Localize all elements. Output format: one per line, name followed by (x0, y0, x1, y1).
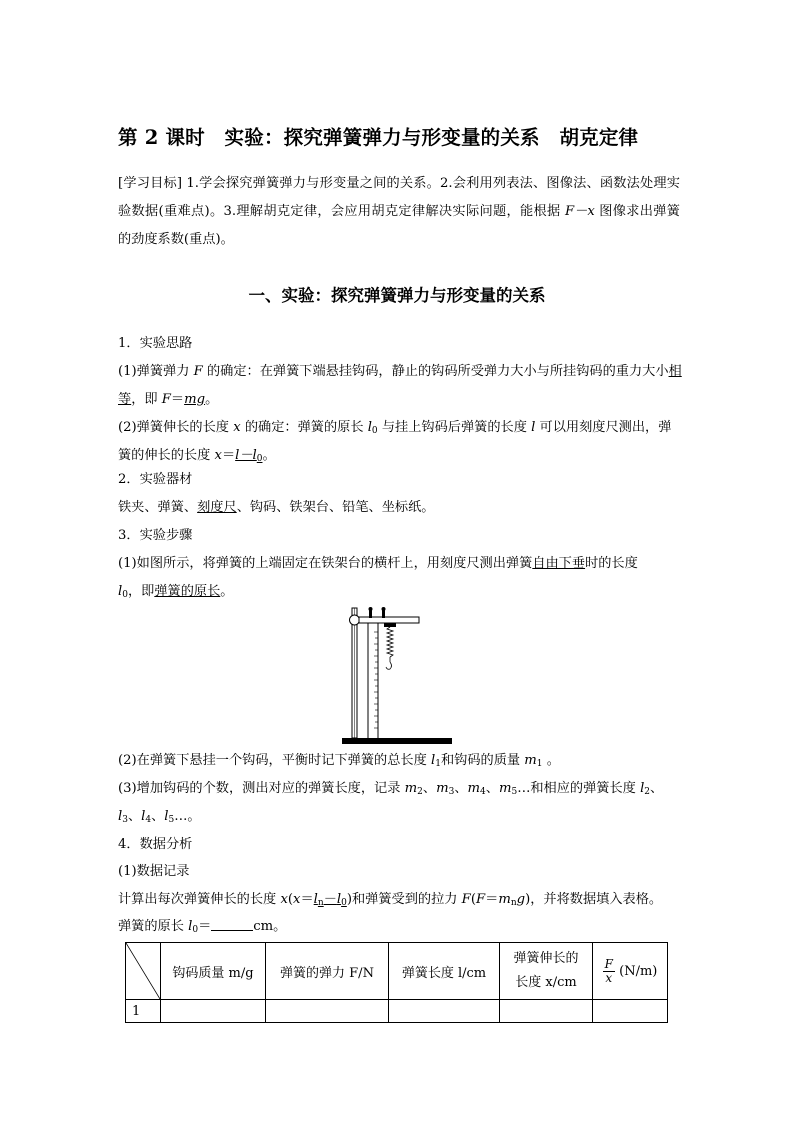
diagonal-line (126, 943, 160, 999)
page-title: 第 2 课时 实验：探究弹簧弹力与形变量的关系 胡克定律 (118, 126, 639, 149)
stand-base (342, 738, 452, 744)
paragraph-step-1: (1)如图所示，将弹簧的上端固定在铁架台的横杆上，用刻度尺测出弹簧自由下垂时的长度 $l_0$，即弹簧的原长。 (118, 556, 638, 600)
learning-goals: [学习目标] 1.学会探究弹簧弹力与形变量之间的关系。2.会利用列表法、图像法、函数法处理实验数据(重难点)。3.理解胡克定律，会应用胡克定律解决实际问题，能根据 F－x 图像求出弹簧的劲度系数(重点)。 (118, 176, 680, 247)
header-ratio: $\frac{F}{x}$ (N/m) (593, 943, 668, 1000)
cell-length-1[interactable] (389, 1000, 500, 1023)
subheading-equipment: 2．实验器材 (118, 472, 193, 487)
hook (386, 662, 392, 669)
cell-extension-1[interactable] (500, 1000, 593, 1023)
data-table (125, 942, 668, 1023)
paragraph-spring-force: (1)弹簧弹力 F 的确定：在弹簧下端悬挂钩码，静止的钩码所受弹力大小与所挂钩码的重力大小相等，即 F＝mg。 (118, 364, 682, 407)
cell-ratio-1[interactable] (593, 1000, 668, 1023)
goal-tag: [学习目标] (118, 176, 182, 191)
paragraph-data-record: (1)数据记录 (118, 864, 190, 879)
paragraph-equipment: 铁夹、弹簧、刻度尺、钩码、铁架台、铅笔、坐标纸。 (118, 500, 435, 515)
spring (387, 627, 393, 657)
paragraph-extension: (2)弹簧伸长的长度 x 的确定：弹簧的原长 $l_0$ 与挂上钩码后弹簧的长度 l 可以用刻度尺测出，弹簧的伸长的长度 $x=l-l_0$。 (118, 420, 672, 464)
header-length: 弹簧长度 l/cm (389, 943, 500, 1000)
cell-force-1[interactable] (266, 1000, 389, 1023)
cell-mass-1[interactable] (161, 1000, 266, 1023)
subheading-idea: 1．实验思路 (118, 336, 193, 351)
paragraph-step-2: (2)在弹簧下悬挂一个钩码，平衡时记下弹簧的总长度 $l_1$和钩码的质量 $m_1$ 。 (118, 753, 560, 769)
header-force: 弹簧的弹力 F/N (266, 943, 389, 1000)
header-mass: 钩码质量 m/g (161, 943, 266, 1000)
header-extension: 弹簧伸长的 长度 x/cm (500, 943, 593, 1000)
table-corner-cell (126, 943, 161, 1000)
row-index: 1 (126, 1000, 161, 1023)
fill-in-blank[interactable] (211, 918, 253, 931)
paragraph-original-length: 弹簧的原长 $l_0=$ cm。 (118, 919, 287, 935)
spring-apparatus-figure (338, 604, 456, 746)
paragraph-step-3: (3)增加钩码的个数，测出对应的弹簧长度，记录 $m_2$、$m_3$、$m_4$、$m_5\dots$和相应的弹簧长度 $l_2$、 $l_3$、$l_4$、$l_5\dots$。 (118, 781, 664, 825)
paragraph-data-calc: 计算出每次弹簧伸长的长度 $x(x=l_n-l_0)$和弹簧受到的拉力 $F(F=m_ng)$，并将数据填入表格。 (118, 892, 663, 908)
subheading-steps: 3．实验步骤 (118, 528, 193, 543)
subheading-data: 4．数据分析 (118, 837, 193, 852)
section-heading: 一、实验：探究弹簧弹力与形变量的关系 (248, 286, 546, 305)
